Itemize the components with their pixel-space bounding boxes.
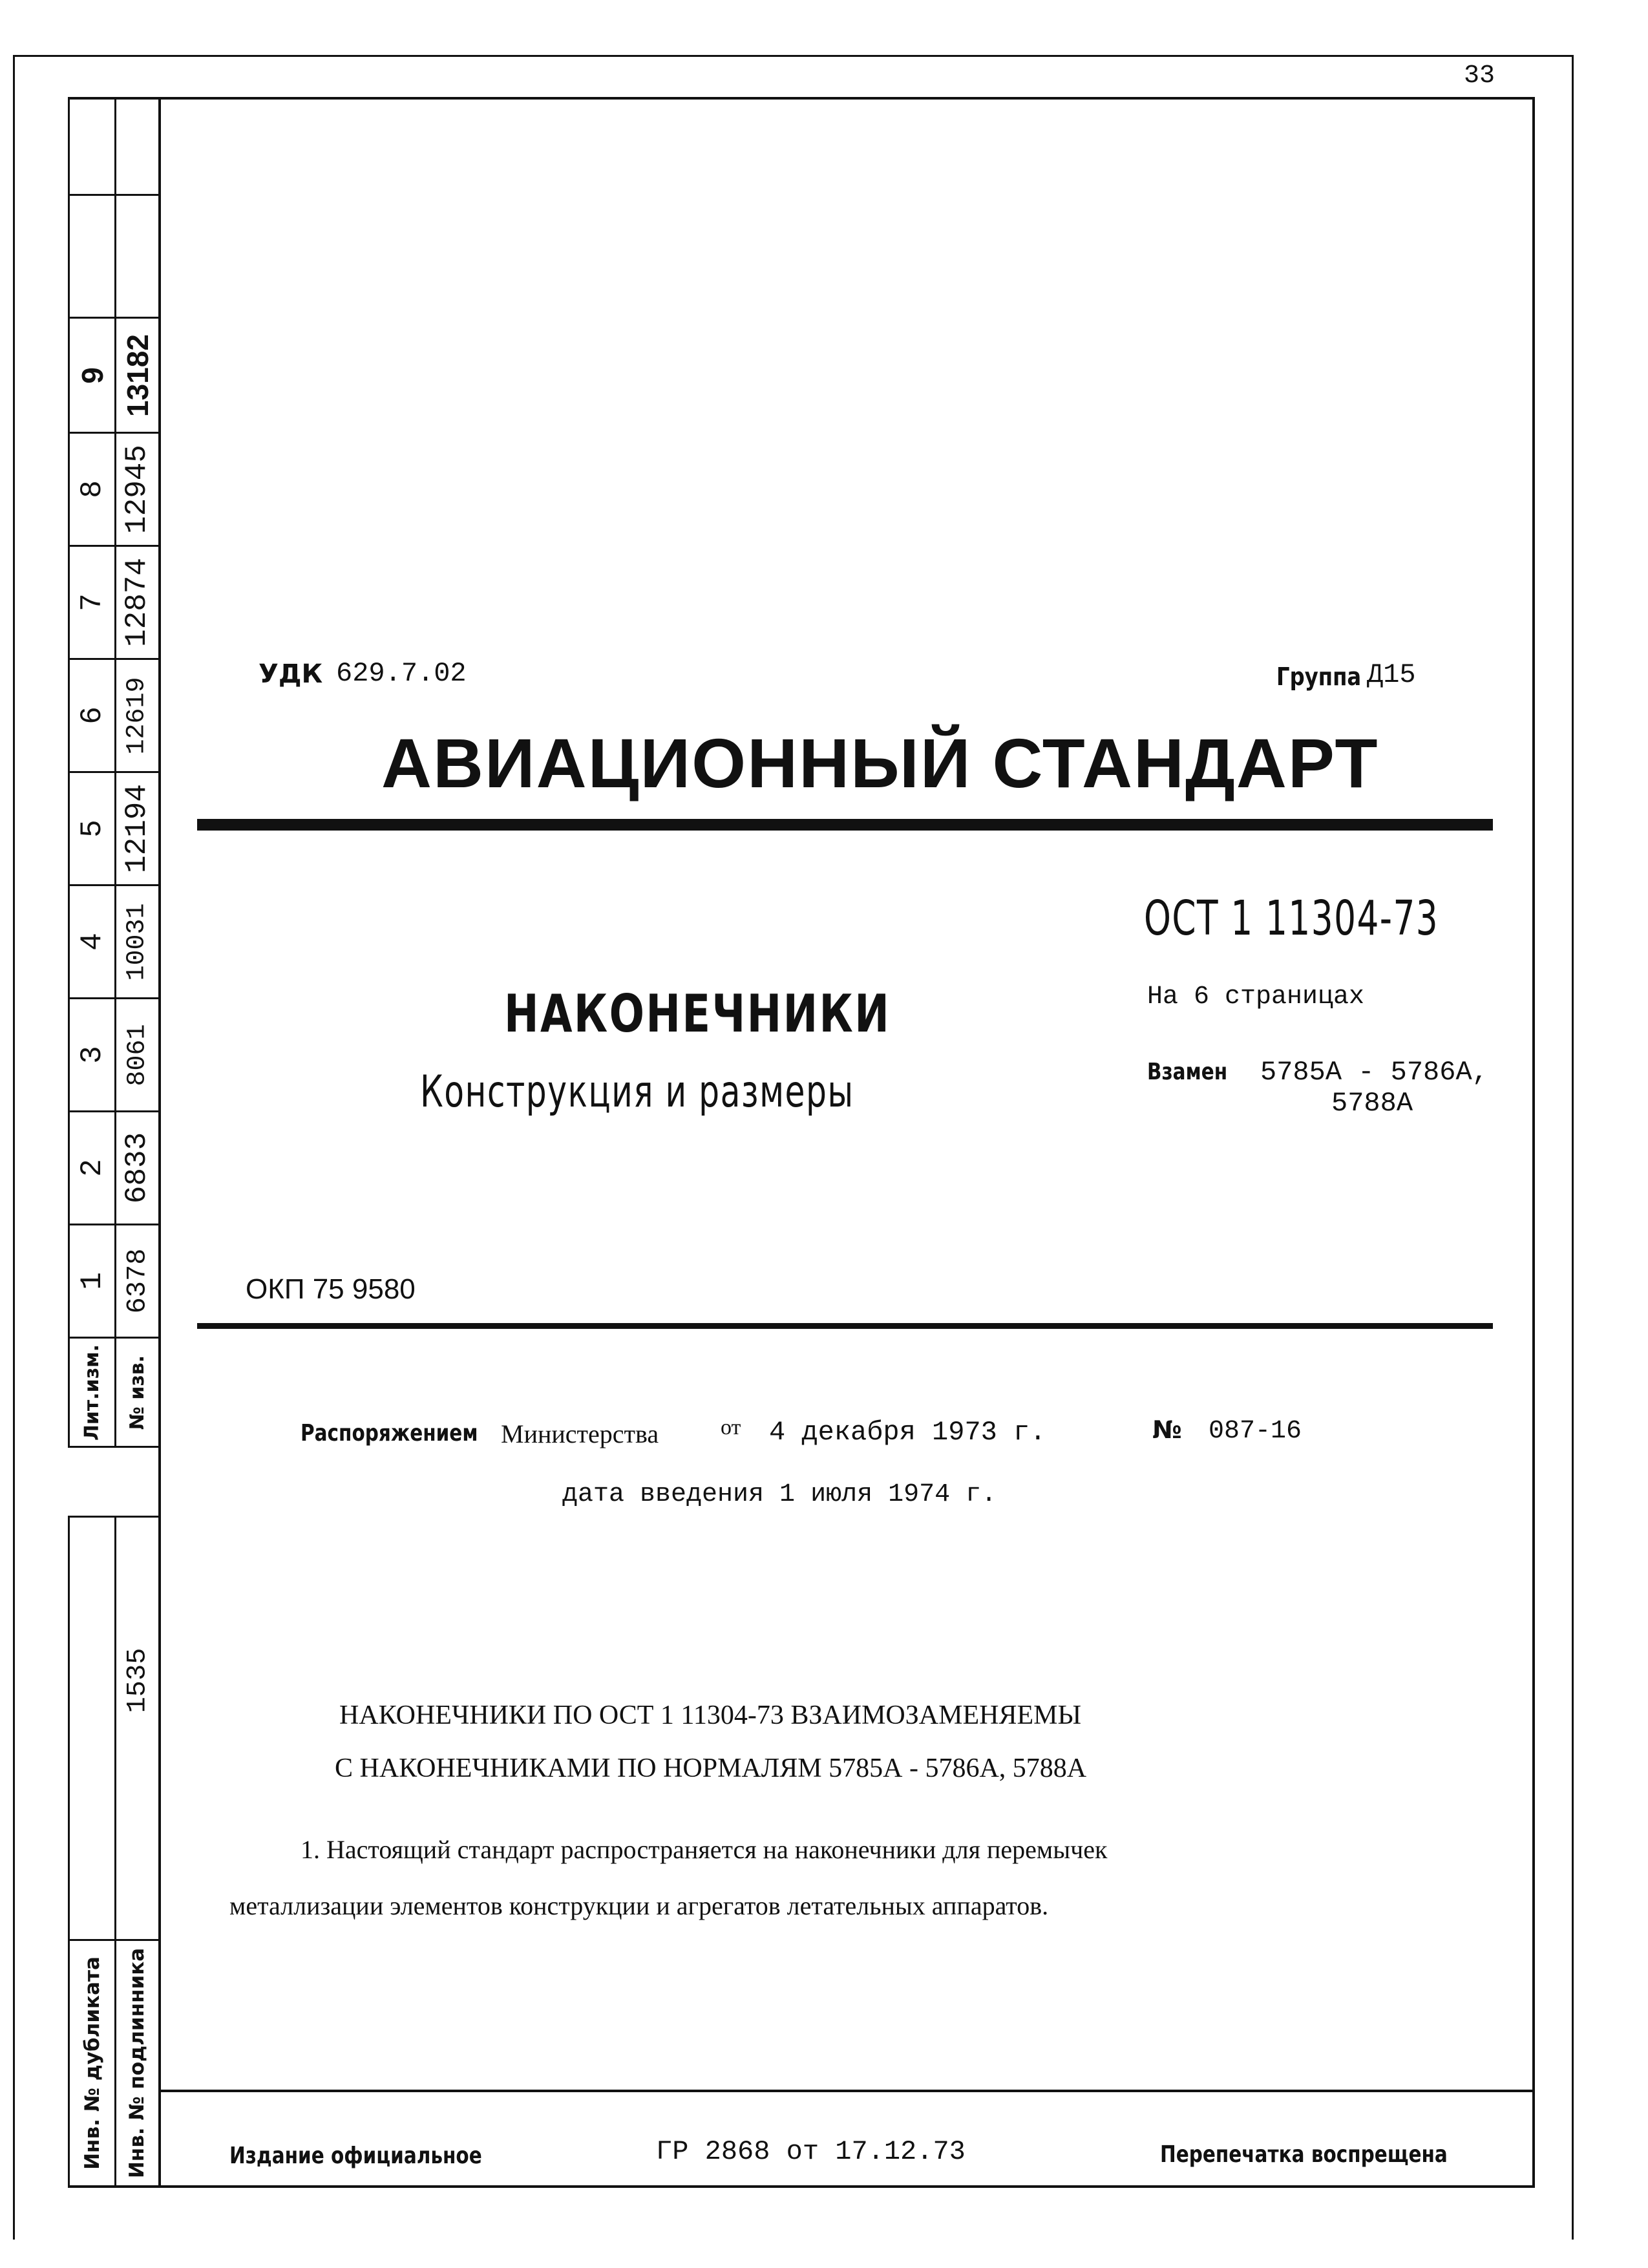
scope-paragraph-line2: металлизации элементов конструкции и агрегатов летательных аппаратов. xyxy=(229,1891,1049,1920)
notice-number-12945: 12945 xyxy=(120,444,154,535)
change-number-5: 5 xyxy=(75,820,109,838)
inner-frame-bottom xyxy=(68,2185,1535,2188)
inner-frame-top xyxy=(68,97,1535,100)
footer-separator xyxy=(158,2090,1535,2092)
change-number-7: 7 xyxy=(75,593,109,611)
side-table-bottom xyxy=(68,1446,158,1448)
replace-value-line2: 5788А xyxy=(1331,1088,1413,1119)
group-value: Д15 xyxy=(1367,659,1416,690)
footer-reprint-notice: Перепечатка воспрещена xyxy=(1160,2141,1448,2168)
outer-frame-left xyxy=(13,55,15,2240)
order-date: 4 декабря 1973 г. xyxy=(769,1417,1046,1448)
okp-code: ОКП 75 9580 xyxy=(246,1273,416,1305)
original-inventory-value: 1535 xyxy=(121,1648,153,1713)
change-number-4: 4 xyxy=(75,933,109,951)
scope-paragraph-line1: 1. Настоящий стандарт распространяется на наконечники для перемычек xyxy=(301,1835,1108,1864)
document-title: НАКОНЕЧНИКИ xyxy=(504,984,891,1044)
main-title: АВИАЦИОННЫЙ СТАНДАРТ xyxy=(381,724,1379,802)
footer-registration: ГР 2868 от 17.12.73 xyxy=(656,2136,966,2167)
side-row-line xyxy=(68,194,158,196)
notice-number-6833: 6833 xyxy=(120,1132,154,1204)
change-number-2: 2 xyxy=(75,1159,109,1177)
udk-value: 629.7.02 xyxy=(336,658,467,689)
order-number-label: № xyxy=(1152,1415,1182,1444)
change-number-8: 8 xyxy=(75,480,109,498)
change-number-6: 6 xyxy=(75,706,109,725)
order-ministry: Министерства xyxy=(501,1419,659,1448)
title-rule xyxy=(197,819,1493,831)
standard-number: ОСТ 1 11304-73 xyxy=(1144,891,1439,946)
duplicate-inventory-label: Инв. № дубликата xyxy=(80,1956,104,2170)
inner-frame-left xyxy=(158,97,161,2188)
order-number: 087-16 xyxy=(1209,1417,1302,1446)
order-from: от xyxy=(721,1415,741,1439)
interchangeable-note-line2: С НАКОНЕЧНИКАМИ ПО НОРМАЛЯМ 5785А - 5786А, 5788А xyxy=(335,1754,1087,1783)
inventory-table-top xyxy=(68,1516,158,1518)
notice-number-12874: 12874 xyxy=(120,557,154,648)
interchangeable-note-line1: НАКОНЕЧНИКИ ПО ОСТ 1 11304-73 ВЗАИМОЗАМЕНЯЕМЫ xyxy=(339,1701,1082,1730)
row-label-notice: № изв. xyxy=(126,1355,149,1430)
section-rule xyxy=(197,1323,1493,1329)
notice-number-8061: 8061 xyxy=(123,1023,153,1086)
notice-number-13182: 13182 xyxy=(120,334,154,417)
outer-frame-top xyxy=(13,55,1574,57)
outer-frame-right xyxy=(1572,55,1574,2240)
replace-value: 5785А - 5786А, xyxy=(1260,1057,1488,1088)
original-inventory-label: Инв. № подлинника xyxy=(125,1947,149,2179)
pages-count: На 6 страницах xyxy=(1147,982,1365,1012)
change-number-9: 9 xyxy=(75,366,109,384)
document-subtitle: Конструкция и размеры xyxy=(420,1066,854,1118)
group-label: Группа xyxy=(1276,662,1362,691)
notice-number-6378: 6378 xyxy=(121,1248,153,1314)
notice-number-10031: 10031 xyxy=(123,902,152,981)
change-number-3: 3 xyxy=(75,1046,109,1064)
notice-number-12194: 12194 xyxy=(120,783,154,874)
page-number: 33 xyxy=(1464,61,1495,90)
notice-number-12619: 12619 xyxy=(123,676,152,755)
row-label-change: Лит.изм. xyxy=(81,1344,103,1441)
inner-frame-right xyxy=(1532,97,1535,2188)
replace-label: Взамен xyxy=(1147,1059,1228,1085)
udk-label: УДК xyxy=(259,659,323,689)
footer-official-edition: Издание официальное xyxy=(229,2143,482,2169)
change-number-1: 1 xyxy=(75,1272,109,1290)
introduction-date: дата введения 1 июля 1974 г. xyxy=(562,1480,997,1509)
order-label: Распоряжением xyxy=(301,1420,478,1447)
